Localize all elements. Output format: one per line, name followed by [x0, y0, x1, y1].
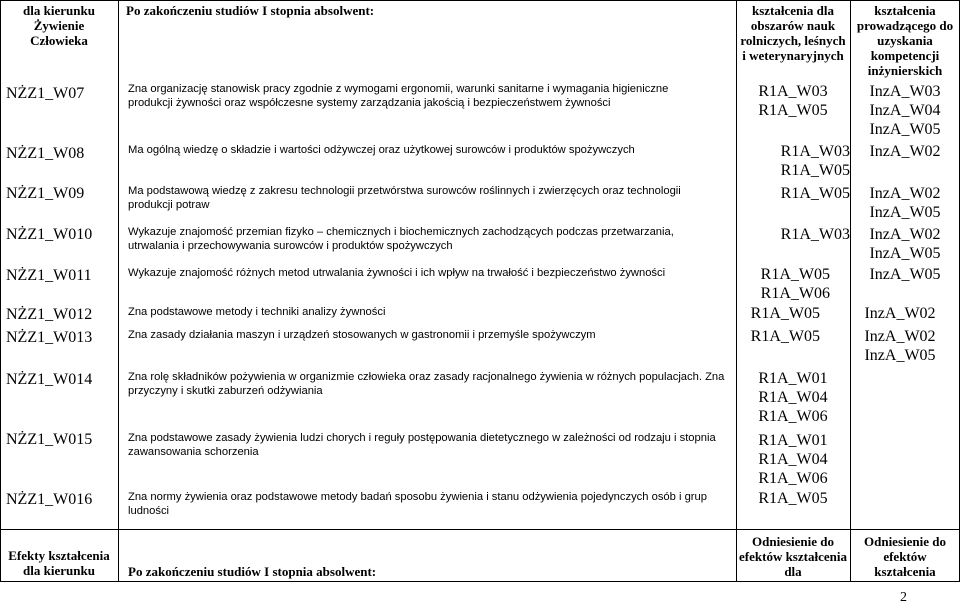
page-number: 2 [900, 590, 907, 605]
outcome-description: Ma ogólną wiedzę o składzie i wartości odżywczej oraz użytkowej surowców i produktów spożywczych [128, 144, 635, 156]
area-ref: R1A_W03 [758, 83, 828, 100]
outcome-code: NŻZ1_W011 [6, 267, 92, 284]
eng-ref: InzA_W02 [869, 226, 941, 243]
outcome-code: NŻZ1_W09 [6, 185, 85, 202]
area-ref: R1A_W05 [750, 305, 820, 322]
eng-ref: InzA_W02 [864, 305, 936, 322]
outcome-description: Wykazuje znajomość różnych metod utrwalania żywności i ich wpływ na trwałość i bezpieczeństwo żywności [128, 267, 666, 279]
outcome-description: Wykazuje znajomość przemian fizyko – chemicznych i biochemicznych zachodzących podczas przetwarzania, utrwalania i przechowywania surowców i produktów spożywczych [128, 226, 674, 252]
eng-refs [852, 184, 958, 222]
eng-ref: InzA_W05 [864, 347, 936, 364]
footer-program-label: Efekty kształcenia dla kierunku [8, 548, 110, 578]
eng-ref: InzA_W05 [869, 266, 941, 283]
eng-refs [852, 225, 958, 263]
outcome-description: Zna organizację stanowisk pracy zgodnie z wymogami ergonomii, warunki sanitarne i wymagania higieniczne produkcji żywności oraz współczesne systemy zarządzania jakością i bezpieczeństwem żywności [128, 83, 669, 109]
area-ref: R1A_W05 [758, 102, 828, 119]
header-area-refs-label: kształcenia dla obszarów nauk rolniczych, leśnych i weterynaryjnych [740, 3, 846, 63]
eng-ref: InzA_W02 [869, 185, 941, 202]
eng-refs [840, 327, 960, 365]
area-ref: R1A_W05 [750, 328, 820, 345]
area-refs [738, 431, 848, 488]
area-ref: R1A_W05 [780, 162, 850, 179]
outcome-description: Ma podstawową wiedzę z zakresu technologii przetwórstwa surowców roślinnych i zwierzęcych oraz technologii produkcji potraw [128, 185, 681, 211]
eng-ref: InzA_W02 [864, 328, 936, 345]
eng-refs [852, 142, 958, 161]
outcome-code: NŻZ1_W010 [6, 226, 93, 243]
eng-ref: InzA_W04 [869, 102, 941, 119]
area-ref: R1A_W01 [758, 432, 828, 449]
area-refs [700, 327, 820, 346]
outcome-code: NŻZ1_W012 [6, 306, 93, 323]
eng-ref: InzA_W05 [869, 245, 941, 262]
area-refs [700, 265, 830, 303]
area-ref: R1A_W05 [760, 266, 830, 283]
outcome-code: NŻZ1_W015 [6, 431, 93, 448]
area-ref: R1A_W01 [758, 370, 828, 387]
eng-ref: InzA_W05 [869, 121, 941, 138]
area-ref: R1A_W05 [780, 185, 850, 202]
area-refs [700, 142, 850, 180]
eng-ref: InzA_W02 [869, 143, 941, 160]
area-refs [700, 225, 850, 244]
outcome-description: Zna zasady działania maszyn i urządzeń stosowanych w gastronomii i przemyśle spożywczym [128, 329, 596, 341]
outcome-description: Zna podstawowe zasady żywienia ludzi chorych i reguły postępowania dietetycznego w zależności od rodzaju i stopnia zawansowania schorzenia [128, 432, 716, 458]
eng-refs [840, 304, 960, 323]
outcome-code: NŻZ1_W014 [6, 371, 93, 388]
column-divider [850, 0, 851, 582]
area-ref: R1A_W03 [780, 143, 850, 160]
header-program-label: dla kierunku Żywienie Człowieka [23, 3, 95, 48]
area-ref: R1A_W06 [758, 408, 828, 425]
area-ref: R1A_W06 [758, 470, 828, 487]
area-ref: R1A_W04 [758, 451, 828, 468]
outcome-description: Zna rolę składników pożywienia w organizmie człowieka oraz zasady racjonalnego żywienia w różnych populacjach. Zna przyczyny i skutki zaburzeń odżywiania [128, 371, 725, 397]
area-refs [700, 304, 820, 323]
row-divider [0, 529, 960, 530]
header-graduate-label: Po zakończeniu studiów I stopnia absolwent: [126, 3, 375, 18]
footer-graduate-label: Po zakończeniu studiów I stopnia absolwent: [128, 564, 377, 579]
outcome-code: NŻZ1_W016 [6, 491, 93, 508]
area-refs [738, 369, 848, 426]
outcome-description: Zna podstawowe metody i techniki analizy żywności [128, 306, 386, 318]
outcome-description: Zna normy żywienia oraz podstawowe metody badań sposobu żywienia i stanu odżywienia pojedynczych osób i grup ludności [128, 491, 707, 517]
column-divider [118, 0, 119, 582]
eng-refs [852, 265, 958, 284]
outcome-code: NŻZ1_W07 [6, 85, 85, 102]
outcome-code: NŻZ1_W013 [6, 329, 93, 346]
area-ref: R1A_W06 [760, 285, 830, 302]
eng-ref: InzA_W05 [869, 204, 941, 221]
area-ref: R1A_W05 [758, 490, 828, 507]
footer-area-refs-label: Odniesienie do efektów kształcenia dla [739, 534, 847, 579]
area-ref: R1A_W03 [780, 226, 850, 243]
area-refs [738, 82, 848, 120]
footer-eng-refs-label: Odniesienie do efektów kształcenia [864, 534, 946, 579]
area-refs [700, 184, 850, 203]
outcome-code: NŻZ1_W08 [6, 145, 85, 162]
eng-ref: InzA_W03 [869, 83, 941, 100]
header-eng-refs-label: kształcenia prowadzącego do uzyskania kompetencji inżynierskich [856, 3, 954, 78]
area-refs [738, 489, 848, 508]
area-ref: R1A_W04 [758, 389, 828, 406]
eng-refs [852, 82, 958, 139]
